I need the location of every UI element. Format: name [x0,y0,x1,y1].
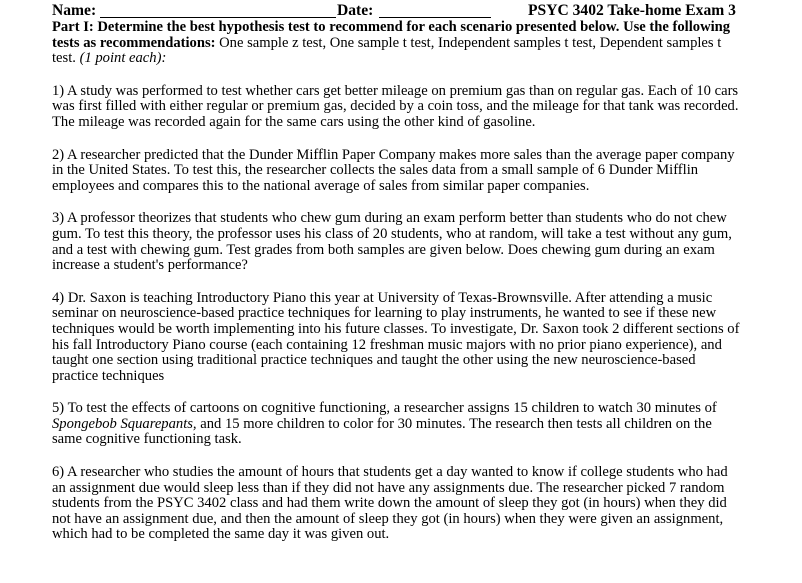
question-number: 5) [52,400,65,417]
question-4 [52,291,742,385]
question-text: A researcher predicted that the Dunder Mifflin Paper Company makes more sales than the average paper company in the United States. To test this, the researcher collects the sales data from a small sample of 6 Dunder Mifflin employees and compares this to the national average of sales from similar paper companies. [52,146,735,194]
exam-page [52,3,742,543]
test-options: One sample z test, One sample t test, Independent samples t test, Dependent samples t test. [52,34,722,67]
question-1 [52,84,742,131]
question-6 [52,465,742,543]
date-blank[interactable] [379,17,491,18]
question-number: 1) [52,82,65,99]
name-blank[interactable] [100,17,336,18]
part-one-heading: Part I: Determine the best hypothesis test to recommend for each scenario presented below. Use the following tests as recommendations: [52,19,731,51]
exam-header [52,3,742,20]
question-5 [52,401,742,448]
question-text: A professor theorizes that students who chew gum during an exam perform better than students who do not chew gum. To test this theory, the professor uses his class of 20 students, who at random, will take a test without any gum, and a test with chewing gum. Test grades from both samples are given below. Does chewing gum during an exam increase a student's performance? [52,210,732,274]
question-2 [52,148,742,195]
question-text: To test the effects of cartoons on cognitive functioning, a researcher assigns 15 children to watch 30 minutes of [67,400,717,417]
question-number: 6) [52,464,65,481]
exam-title: PSYC 3402 Take-home Exam 3 [528,2,736,19]
cartoon-title: Spongebob Squarepants, [52,415,197,432]
question-3 [52,211,742,273]
question-text-continued: and 15 more children to color for 30 minutes. The research then tests all children on the same cognitive functioning task. [52,415,712,448]
name-label: Name: [52,2,97,19]
question-text: Dr. Saxon is teaching Introductory Piano this year at University of Texas-Brownsville. After attending a music seminar on neuroscience-based practice techniques for learning to play instruments, he wanted to see if these new techniques would be worth implementing into his future classes. To investigate, Dr. Saxon took 2 different sections of his fall Introductory Piano course (each containing 12 freshman music majors with no prior piano experience), and taught one section using traditional practice techniques and taught the other using the new neuroscience-based practice techniques [52,289,740,384]
part-one-instructions [52,20,742,67]
question-number: 4) [52,289,65,306]
date-label: Date: [337,2,374,19]
question-text: A study was performed to test whether cars get better mileage on premium gas than on regular gas. Each of 10 cars was first filled with either regular or premium gas, decided by a coin toss, and the mileage for that tank was recorded. The mileage was recorded again for the same cars using the other kind of gasoline. [52,82,739,130]
question-number: 3) [52,210,65,227]
question-number: 2) [52,146,65,163]
points-note: (1 point each): [79,50,167,67]
question-text: A researcher who studies the amount of hours that students get a day wanted to know if college students who had an assignment due would sleep less than if they did not have any assignments due. The researcher picked 7 random students from the PSYC 3402 class and had them write down the amount of sleep they got (in hours) when they did not have an assignment due, and then the amount of sleep they got (in hours) when they were given an assignment, which had to be completed the same day it was given out. [52,464,728,543]
